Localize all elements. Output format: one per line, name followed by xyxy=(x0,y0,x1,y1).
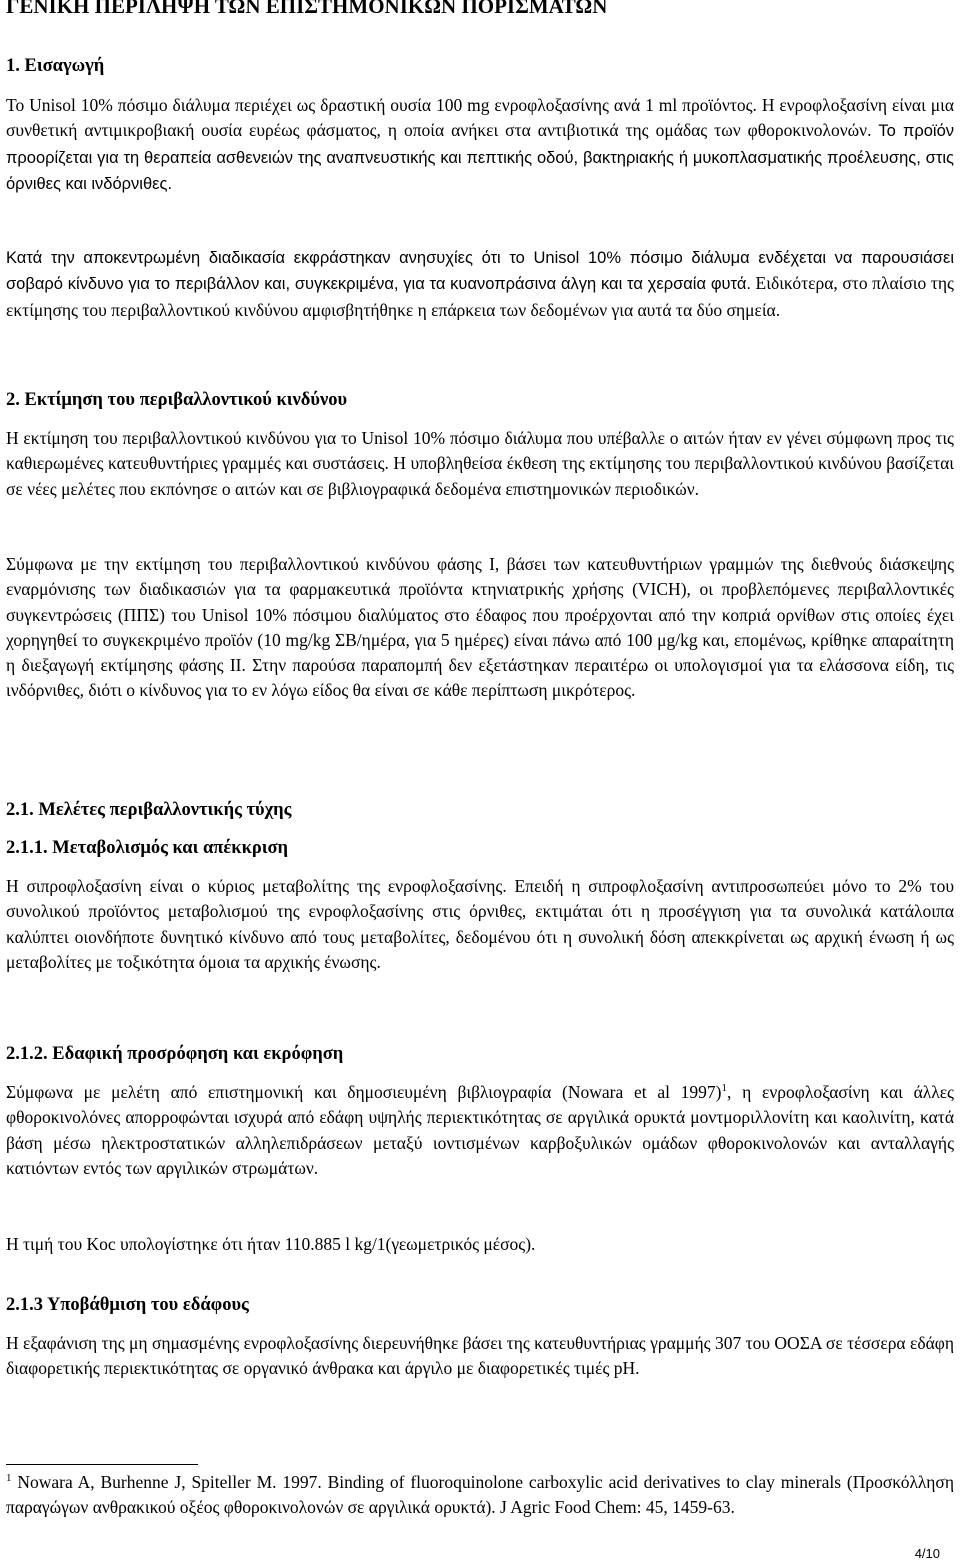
heading-risk-assessment: 2. Εκτίμηση του περιβαλλοντικού κινδύνου xyxy=(6,390,348,410)
paragraph-sorption-1-part-a: Σύμφωνα με μελέτη από επιστημονική και δημοσιευμένη βιβλιογραφία (Nowara et al 1997) xyxy=(6,1082,722,1102)
paragraph-soil-degradation: Η εξαφάνιση της μη σημασμένης ενροφλοξασίνης διερευνήθηκε βάσει της κατευθυντήριας γραμμής 307 του ΟΟΣΑ σε τέσσερα εδάφη διαφορετικής περιεκτικότητας σε οργανικό άνθρακα και άργιλο με διαφορετικές τιμές pH. xyxy=(6,1333,954,1379)
paragraph-koc: Η τιμή του Koc υπολογίστηκε ότι ήταν 110.885 l kg/1(γεωμετρικός μέσος). xyxy=(6,1234,536,1254)
paragraph-intro-2 xyxy=(6,245,954,323)
footnote-separator xyxy=(6,1464,198,1465)
paragraph-metabolism: Η σιπροφλοξασίνη είναι ο κύριος μεταβολίτης της ενροφλοξασίνης. Επειδή η σιπροφλοξασίνη αντιπροσωπεύει μόνο το 2% του συνολικού προϊόντος μεταβολισμού της ενροφλοξασίνης στις όρνιθες, εκτιμάται ότι η προσέγγιση για τα συνολικά κατάλοιπα καλύπτει οιονδήποτε δυνητικό κίνδυνο από τους μεταβολίτες, δεδομένου ότι η συνολική δόση απεκκρίνεται ως αρχική ένωση ή ως μεταβολίτες με τοξικότητα όμοια τα αρχικής ένωσης. xyxy=(6,876,954,972)
document-title: ΓΕΝΙΚΗ ΠΕΡΙΛΗΨΗ ΤΩΝ ΕΠΙΣΤΗΜΟΝΙΚΩΝ ΠΟΡΙΣΜΑΤΩΝ xyxy=(6,0,608,18)
heading-introduction: 1. Εισαγωγή xyxy=(6,56,105,76)
footnote xyxy=(6,1470,954,1520)
heading-metabolism: 2.1.1. Μεταβολισμός και απέκκριση xyxy=(6,838,289,858)
paragraph-intro-2-part-a: Κατά την αποκεντρωμένη διαδικασία εκφράστηκαν ανησυχίες ότι το Unisol 10% πόσιμο διάλυμα ενδέχεται να παρουσιάσει σοβαρό κίνδυνο για το περιβάλλον και, συγκεκριμένα, για τα κυανοπράσινα άλγη και τα χερσαία φυτά. xyxy=(6,249,954,294)
footnote-text: Nowara A, Burhenne J, Spiteller M. 1997. Binding of fluoroquinolone carboxylic acid derivatives to clay minerals (Προσκόλληση παραγώγων ανθρακικού οξέος φθοροκινολονών σε αργιλικά ορυκτά). J Agric Food Chem: 45, 1459-63. xyxy=(6,1472,954,1517)
footnote-number: 1 xyxy=(6,1472,12,1485)
paragraph-intro-1 xyxy=(6,93,954,197)
paragraph-risk-1: Η εκτίμηση του περιβαλλοντικού κινδύνου για το Unisol 10% πόσιμο διάλυμα που υπέβαλλε ο αιτών ήταν εν γένει σύμφωνη προς τις καθιερωμένες κατευθυντήριες γραμμές και συστάσεις. Η υποβληθείσα έκθεση της εκτίμησης του περιβαλλοντικού κινδύνου βασίζεται σε νέες μελέτες που εκπόνησε ο αιτών και σε βιβλιογραφικά δεδομένα επιστημονικών περιοδικών. xyxy=(6,428,954,499)
paragraph-risk-2: Σύμφωνα με την εκτίμηση του περιβαλλοντικού κινδύνου φάσης Ι, βάσει των κατευθυντήριων γραμμών της διεθνούς διάσκεψης εναρμόνισης των διαδικασιών για τα φαρμακευτικά προϊόντα κτηνιατρικής χρήσης (VICH), οι προβλεπόμενες περιβαλλοντικές συγκεντρώσεις (ΠΠΣ) του Unisol 10% πόσιμου διαλύματος στο έδαφος που προέρχονται από την κοπριά ορνίθων στις οποίες έχει χορηγηθεί το συγκεκριμένο προϊόν (10 mg/kg ΣΒ/ημέρα, για 5 ημέρες) είναι πάνω από 100 μg/kg και, επομένως, κρίθηκε απαραίτητη η διεξαγωγή εκτίμησης φάσης ΙΙ. Στην παρούσα παραπομπή δεν εξετάστηκαν περαιτέρω οι υπολογισμοί για τα ελάσσονα είδη, τις ινδόρνιθες, διότι ο κίνδυνος για το εν λόγω είδος θα είναι σε κάθε περίπτωση μικρότερος. xyxy=(6,554,954,701)
heading-sorption: 2.1.2. Εδαφική προσρόφηση και εκρόφηση xyxy=(6,1044,344,1064)
heading-soil-degradation: 2.1.3 Υποβάθμιση του εδάφους xyxy=(6,1295,249,1315)
page-number: 4/10 xyxy=(914,1546,940,1561)
paragraph-intro-1-part-a: Το Unisol 10% πόσιμο διάλυμα περιέχει ως δραστική ουσία 100 mg ενροφλοξασίνης ανά 1 ml προϊόντος. Η ενροφλοξασίνη είναι μια συνθετική αντιμικροβιακή ουσία ευρέως φάσματος, η οποία ανήκει στα αντιβιοτικά της ομάδας των φθοροκινολονών. xyxy=(6,95,954,141)
heading-environmental-fate: 2.1. Μελέτες περιβαλλοντικής τύχης xyxy=(6,800,292,820)
paragraph-sorption-1-part-b: , η ενροφλοξασίνη και άλλες φθοροκινολόνες απορροφώνται ισχυρά από εδάφη υψηλής περιεκτικότητας σε αργιλικά ορυκτά μοντμοριλλονίτη και καολινίτη, κατά βάση μέσω ηλεκτροστατικών αλληλεπιδράσεων μεταξύ ιοντισμένων καρβοξυλικών ομάδων φθοροκινολονών και ανταλλαγής κατιόντων εντός των αργιλικών στρωμάτων. xyxy=(6,1082,954,1178)
paragraph-intro-2-part-b: Ειδικότερα, στο πλαίσιο της εκτίμησης του περιβαλλοντικού κινδύνου αμφισβητήθηκε η επάρκεια των δεδομένων για αυτά τα δύο σημεία. xyxy=(6,273,954,320)
paragraph-sorption-1 xyxy=(6,1080,954,1181)
paragraph-intro-1-part-b: Το προϊόν προορίζεται για τη θεραπεία ασθενειών της αναπνευστικής και πεπτικής οδού, βακτηριακής ή μυκοπλασματικής προέλευσης, στις όρνιθες και ινδόρνιθες. xyxy=(6,122,954,193)
footnote-reference[interactable]: 1 xyxy=(721,1082,728,1095)
